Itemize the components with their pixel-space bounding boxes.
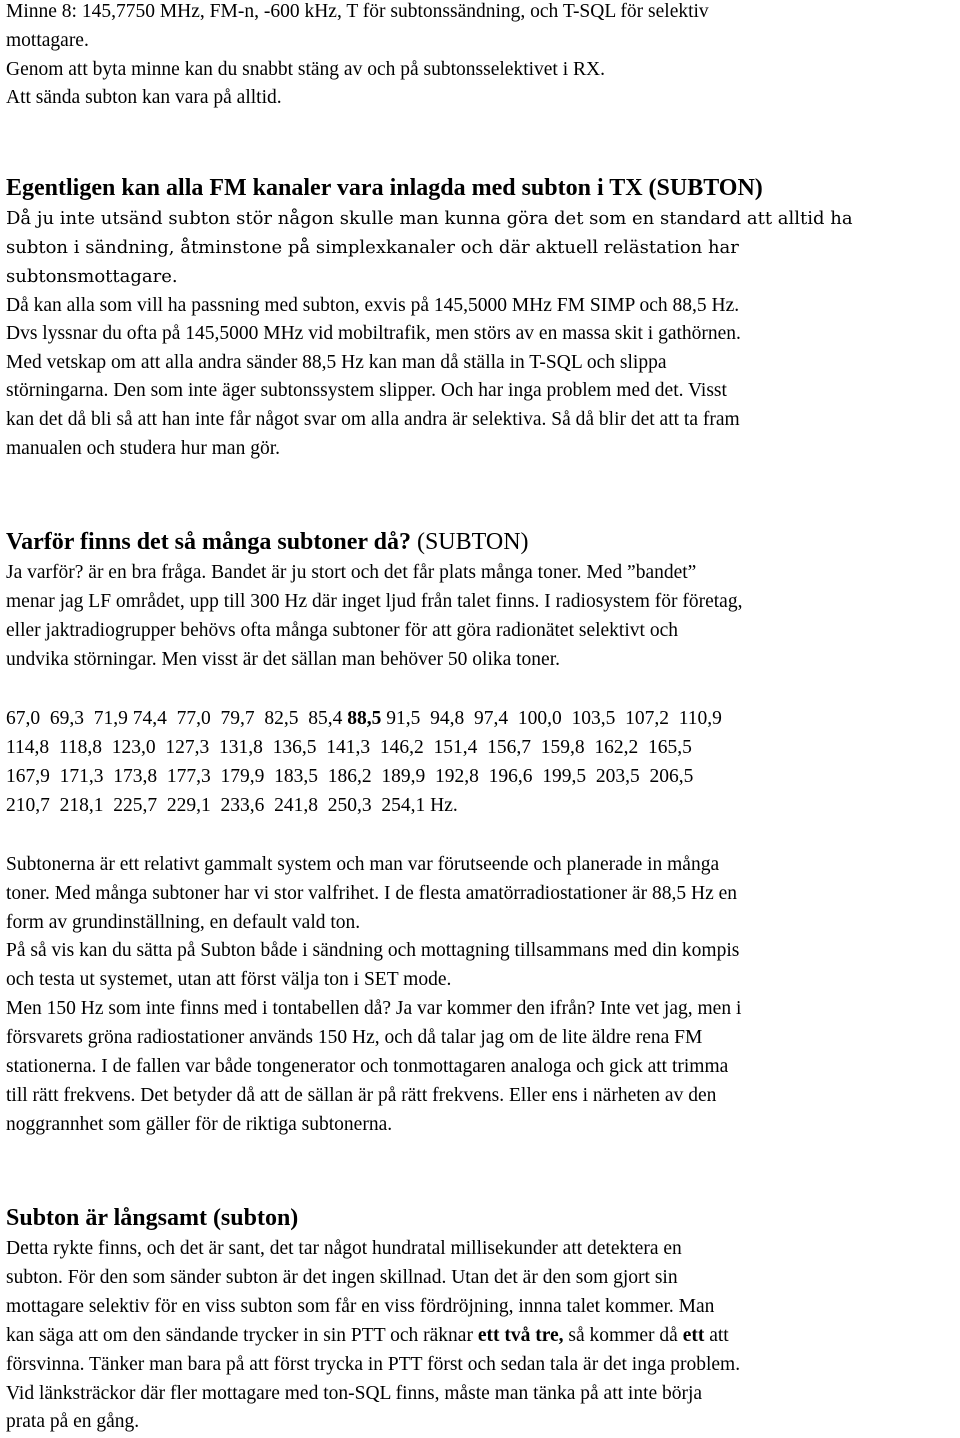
section1-sans-line-2: subton i sändning, åtminstone på simplexkanaler och där aktuell relästation har [6, 237, 739, 258]
tone-row-1-a: 67,0 69,3 71,9 74,4 77,0 79,7 82,5 85,4 [6, 708, 348, 729]
tone-row-2: 114,8 118,8 123,0 127,3 131,8 136,5 141,3 146,2 151,4 156,7 159,8 162,2 165,5 [6, 737, 692, 758]
section3-line-6: Vid länksträckor där fler mottagare med ton-SQL finns, måste man tänka på att inte börja [6, 1383, 703, 1404]
ptt-line-mid: så kommer då [563, 1325, 683, 1346]
section3-line-1: Detta rykte finns, och det är sant, det tar något hundratal millisekunder att detektera en [6, 1238, 682, 1259]
section1-line-2: Dvs lyssnar du ofta på 145,5000 MHz vid mobiltrafik, men störs av en massa skit i gathörnen. [6, 323, 741, 344]
section3-ptt-line [6, 1324, 729, 1348]
section2-after-line-1: Subtonerna är ett relativt gammalt system och man var förutseende och planerade in många [6, 854, 720, 875]
intro-line-1: Minne 8: 145,7750 MHz, FM-n, -600 kHz, T för subtonssändning, och T-SQL för selektiv [6, 1, 709, 22]
tone-row-4: 210,7 218,1 225,7 229,1 233,6 241,8 250,3 254,1 Hz. [6, 795, 458, 816]
ptt-line-post: att [704, 1325, 729, 1346]
section1-heading: Egentligen kan alla FM kanaler vara inlagda med subton i TX (SUBTON) [6, 175, 763, 201]
section1-line-6: manualen och studera hur man gör. [6, 438, 280, 459]
section1-line-4: störningarna. Den som inte äger subtonssystem slipper. Och har inga problem med det. Visst [6, 380, 727, 401]
section1-line-3: Med vetskap om att alla andra sänder 88,5 Hz kan man då ställa in T-SQL och slippa [6, 352, 667, 373]
section2-after-line-10: noggrannhet som gäller för de riktiga subtonerna. [6, 1114, 393, 1135]
section2-line-4: undvika störningar. Men visst är det sällan man behöver 50 olika toner. [6, 649, 561, 670]
section3-heading: Subton är långsamt (subton) [6, 1205, 299, 1231]
section2-heading-bold: Varför finns det så många subtoner då? [6, 529, 411, 555]
tone-row-1 [6, 707, 722, 731]
section3-line-3: mottagare selektiv för en viss subton som får en viss fördröjning, innna talet kommer. Man [6, 1296, 715, 1317]
tone-highlight-88-5: 88,5 [347, 708, 382, 729]
ptt-line-pre: kan säga att om den sändande trycker in sin PTT och räknar [6, 1325, 478, 1346]
section2-after-line-2: toner. Med många subtoner har vi stor valfrihet. I de flesta amatörradiostationer är 88,5 Hz en [6, 883, 738, 904]
tone-row-1-b: 91,5 94,8 97,4 100,0 103,5 107,2 110,9 [381, 708, 722, 729]
section2-after-line-5: och testa ut systemet, utan att först välja ton i SET mode. [6, 969, 452, 990]
section2-after-line-9: till rätt frekvens. Det betyder då att de sällan är på rätt frekvens. Eller ens i närheten av den [6, 1085, 717, 1106]
intro-line-4: Att sända subton kan vara på alltid. [6, 87, 282, 108]
section3-line-7: prata på en gång. [6, 1411, 140, 1432]
section2-heading-tag: (SUBTON) [410, 529, 529, 555]
section2-after-line-8: stationerna. I de fallen var både tongenerator och tonmottagaren analoga och gick att trimma [6, 1056, 729, 1077]
tone-row-3: 167,9 171,3 173,8 177,3 179,9 183,5 186,2 189,9 192,8 196,6 199,5 203,5 206,5 [6, 766, 694, 787]
section1-line-5: kan det då bli så att han inte får något svar om alla andra är selektiva. Så då blir det att ta fram [6, 409, 740, 430]
section2-line-1: Ja varför? är en bra fråga. Bandet är ju stort och det får plats många toner. Med ”bandet” [6, 562, 697, 583]
section1-sans-line-1: Då ju inte utsänd subton stör någon skulle man kunna göra det som en standard att alltid ha [6, 208, 853, 229]
section1-line-1: Då kan alla som vill ha passning med subton, exvis på 145,5000 MHz FM SIMP och 88,5 Hz. [6, 295, 740, 316]
ptt-line-count: ett två tre, [477, 1325, 564, 1346]
section2-after-line-3: form av grundinställning, en default vald ton. [6, 912, 361, 933]
section2-after-line-7: försvarets gröna radiostationer används 150 Hz, och då talar jag om de lite äldre rena FM [6, 1027, 703, 1048]
intro-line-3: Genom att byta minne kan du snabbt stäng av och på subtonsselektivet i RX. [6, 59, 605, 80]
section2-line-2: menar jag LF området, upp till 300 Hz där inget ljud från talet finns. I radiosystem för företag, [6, 591, 743, 612]
section2-after-line-6: Men 150 Hz som inte finns med i tontabellen då? Ja var kommer den ifrån? Inte vet jag, men i [6, 998, 742, 1019]
section1-sans-line-3: subtonsmottagare. [6, 266, 178, 287]
section3-line-5: försvinna. Tänker man bara på att först trycka in PTT först och sedan tala är det inga problem. [6, 1354, 741, 1375]
ptt-line-ett: ett [682, 1325, 705, 1346]
section2-heading [6, 527, 529, 557]
intro-line-2: mottagare. [6, 30, 89, 51]
section2-after-line-4: På så vis kan du sätta på Subton både i sändning och mottagning tillsammans med din kompis [6, 940, 740, 961]
section3-line-2: subton. För den som sänder subton är det ingen skillnad. Utan det är den som gjort sin [6, 1267, 678, 1288]
section2-line-3: eller jaktradiogrupper behövs ofta många subtoner för att göra radionätet selektivt och [6, 620, 678, 641]
